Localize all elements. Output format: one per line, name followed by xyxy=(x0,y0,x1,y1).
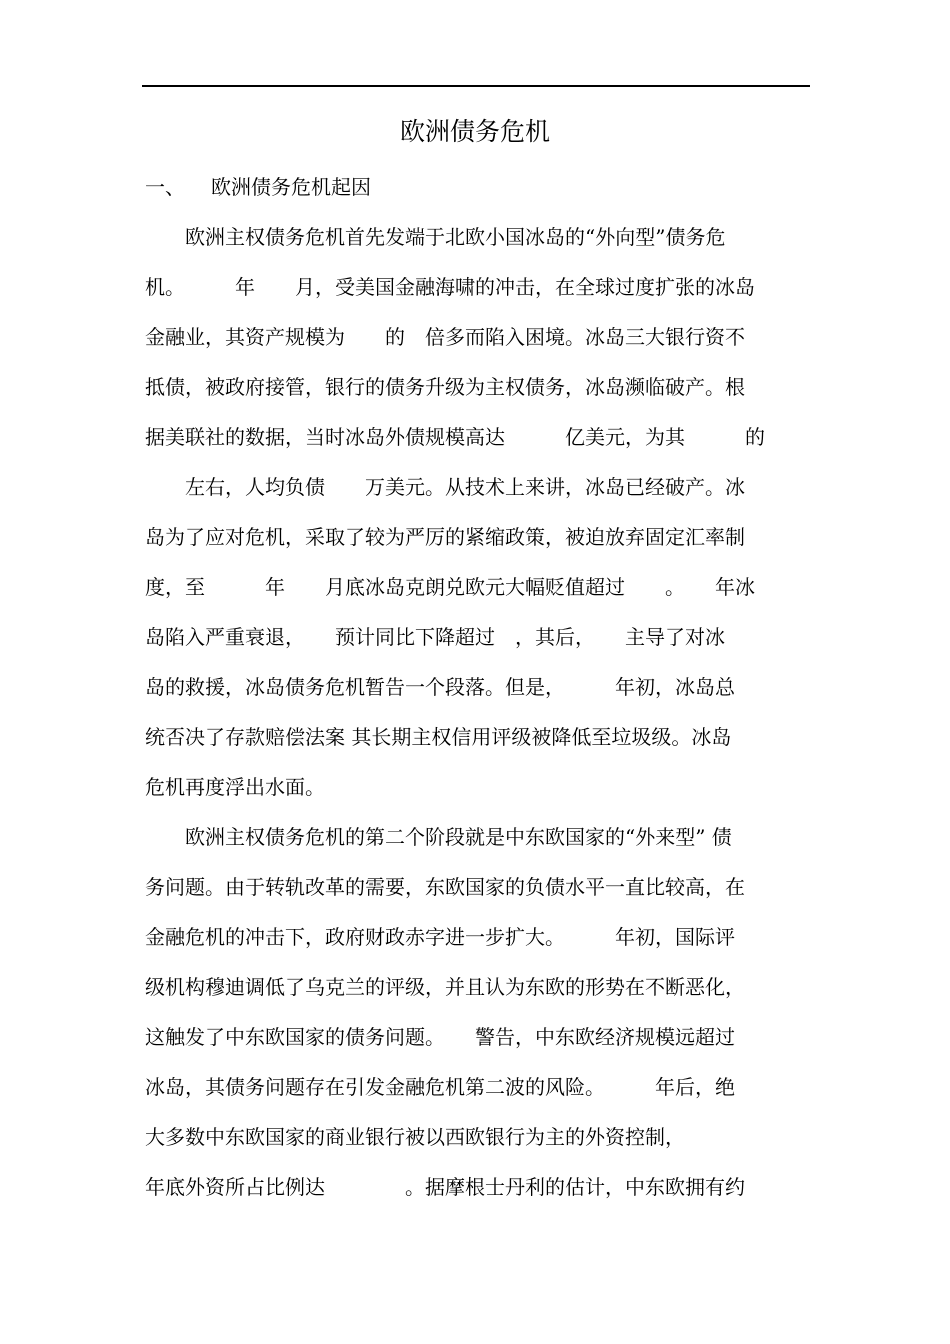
body-line-2: 机。 年 月，受美国金融海啸的冲击，在全球过度扩张的冰岛 xyxy=(145,275,755,299)
document-title: 欧洲债务危机 xyxy=(399,117,550,146)
body-line-19: 大多数中东欧国家的商业银行被以西欧银行为主的外资控制， xyxy=(145,1125,685,1149)
body-line-13: 欧洲主权债务危机的第二个阶段就是中东欧国家的“外来型” 债 xyxy=(145,825,732,849)
section-number: 一、 xyxy=(145,175,185,199)
body-line-9: 岛陷入严重衰退， 预计同比下降超过 ，其后， 主导了对冰 xyxy=(145,625,725,649)
body-line-11: 统否决了存款赔偿法案 其长期主权信用评级被降低至垃圾级。冰岛 xyxy=(145,725,732,749)
body-line-14: 务问题。由于转轨改革的需要，东欧国家的负债水平一直比较高，在 xyxy=(145,875,745,899)
body-line-1: 欧洲主权债务危机首先发端于北欧小国冰岛的“外向型”债务危 xyxy=(145,225,726,249)
body-line-10: 岛的救援，冰岛债务危机暂告一个段落。但是， 年初，冰岛总 xyxy=(145,675,735,699)
section-heading xyxy=(145,170,371,204)
body-line-20: 年底外资所占比例达 。据摩根士丹利的估计，中东欧拥有约 xyxy=(145,1175,745,1199)
body-line-5: 据美联社的数据，当时冰岛外债规模高达 亿美元，为其 的 xyxy=(145,425,765,449)
body-line-8: 度，至 年 月底冰岛克朗兑欧元大幅贬值超过 。 年冰 xyxy=(145,575,755,599)
body-line-15: 金融危机的冲击下，政府财政赤字进一步扩大。 年初，国际评 xyxy=(145,925,735,949)
header-rule xyxy=(142,85,810,87)
body-line-6: 左右，人均负债 万美元。从技术上来讲，冰岛已经破产。冰 xyxy=(145,475,745,499)
body-line-12: 危机再度浮出水面。 xyxy=(145,775,325,799)
body-line-7: 岛为了应对危机，采取了较为严厉的紧缩政策，被迫放弃固定汇率制 xyxy=(145,525,745,549)
body-line-18: 冰岛，其债务问题存在引发金融危机第二波的风险。 年后，绝 xyxy=(145,1075,735,1099)
body-line-4: 抵债，被政府接管，银行的债务升级为主权债务，冰岛濒临破产。根 xyxy=(145,375,745,399)
body-line-17: 这触发了中东欧国家的债务问题。 警告，中东欧经济规模远超过 xyxy=(145,1025,735,1049)
body-line-3: 金融业，其资产规模为 的 倍多而陷入困境。冰岛三大银行资不 xyxy=(145,325,745,349)
section-title: 欧洲债务危机起因 xyxy=(211,175,371,199)
body-line-16: 级机构穆迪调低了乌克兰的评级，并且认为东欧的形势在不断恶化， xyxy=(145,975,745,999)
